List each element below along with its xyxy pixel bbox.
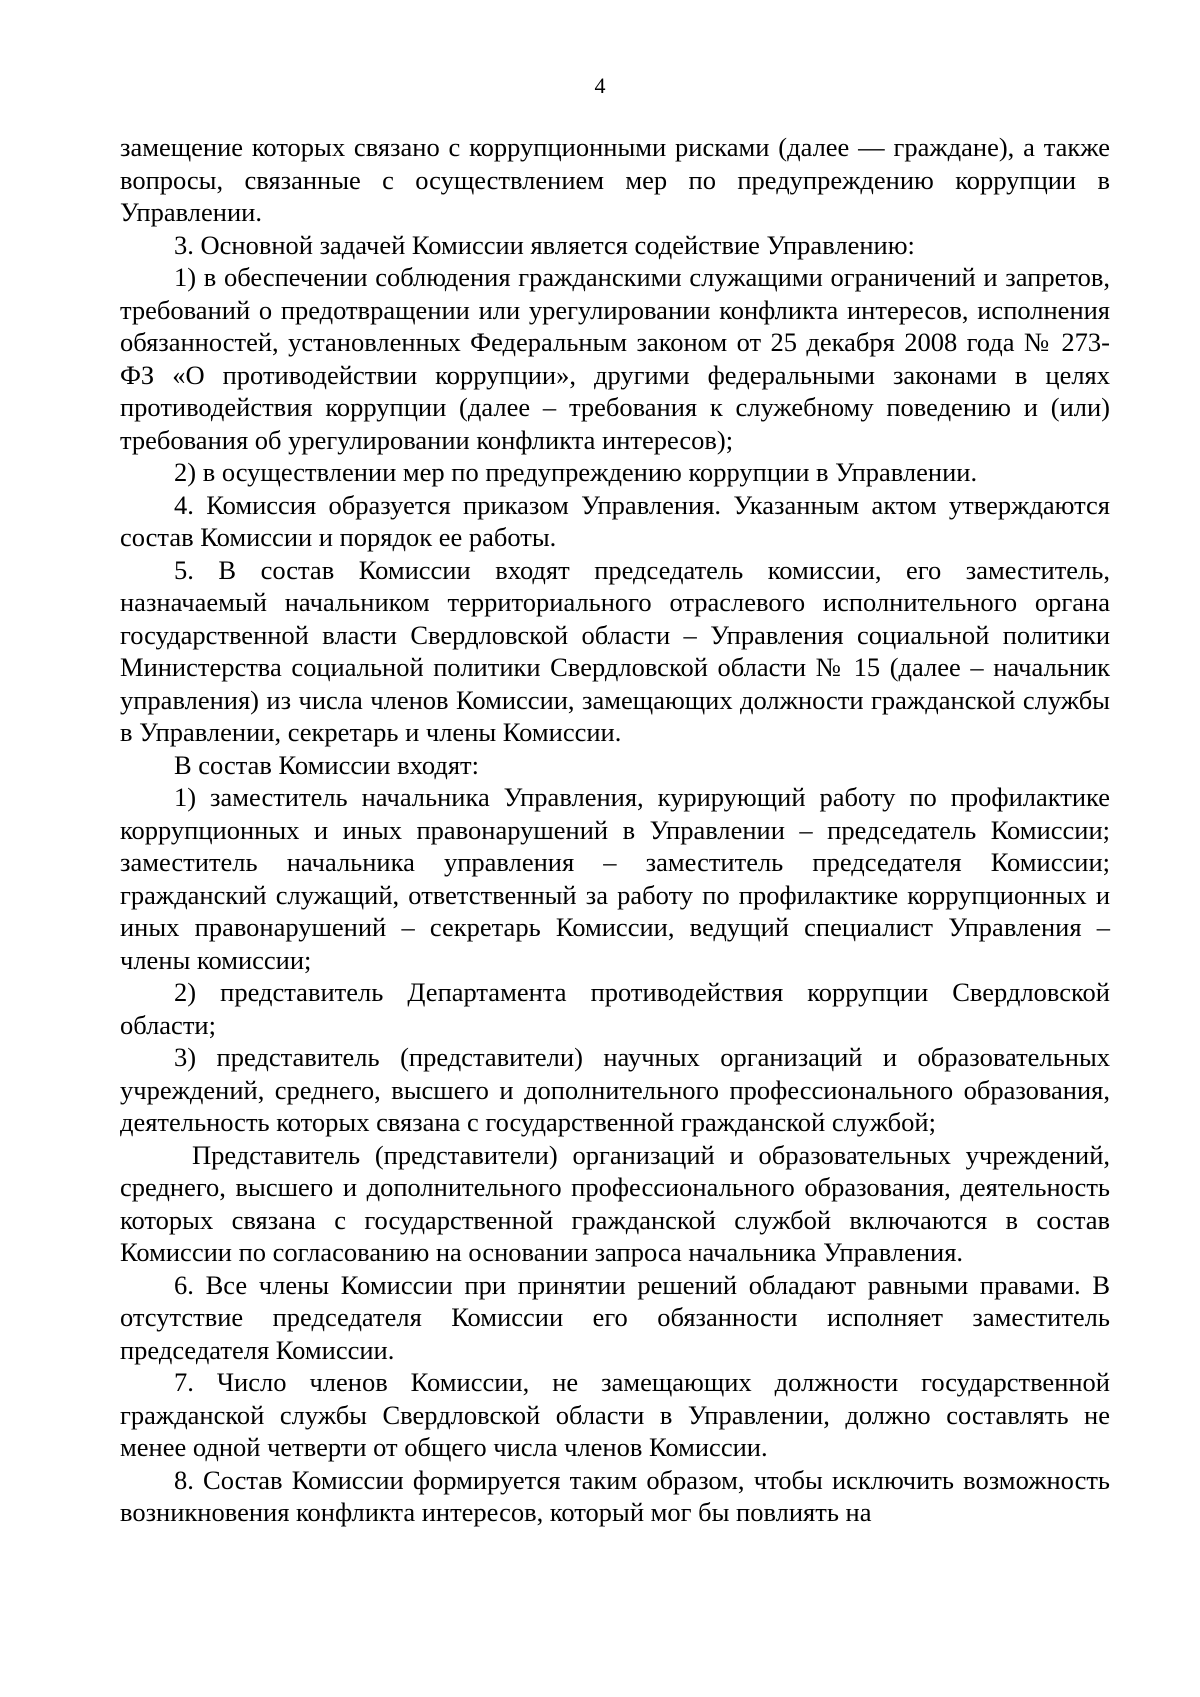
- paragraph-composition-1: 1) заместитель начальника Управления, курирующий работу по профилактике коррупционных и иных правонарушений в Управлении – председатель Комиссии; заместитель начальника управления – заместитель председателя Комиссии; гражданский служащий, ответственный за работу по профилактике коррупционных и иных правонарушений – секретарь Комиссии, ведущий специалист Управления – члены комиссии;: [120, 782, 1110, 975]
- paragraph-item-7: 7. Число членов Комиссии, не замещающих должности государственной гражданской службы Свердловской области в Управлении, должно составлять не менее одной четверти от общего числа членов Комиссии.: [120, 1367, 1110, 1462]
- paragraph-composition-2: 2) представитель Департамента противодействия коррупции Свердловской области;: [120, 977, 1110, 1040]
- document-body: [120, 131, 1110, 1529]
- paragraph-continuation: замещение которых связано с коррупционными рисками (далее — граждане), а также вопросы, связанные с осуществлением мер по предупреждению коррупции в Управлении.: [120, 132, 1110, 227]
- page-number: 4: [594, 73, 606, 98]
- paragraph-item-6: 6. Все члены Комиссии при принятии решений обладают равными правами. В отсутствие председателя Комиссии его обязанности исполняет заместитель председателя Комиссии.: [120, 1269, 1110, 1365]
- paragraph-item-4: 4. Комиссия образуется приказом Управления. Указанным актом утверждаются состав Комиссии и порядок ее работы.: [120, 489, 1110, 552]
- paragraph-item-8: 8. Состав Комиссии формируется таким образом, чтобы исключить возможность возникновения конфликта интересов, который мог бы повлиять на: [120, 1464, 1110, 1527]
- paragraph-representatives: Представитель (представители) организаций и образовательных учреждений, среднего, высшего и дополнительного профессионального образования, деятельность которых связана с государственной гражданской службой включаются в состав Комиссии по согласованию на основании запроса начальника Управления.: [120, 1139, 1110, 1267]
- paragraph-composition-intro: В состав Комиссии входят:: [174, 749, 479, 780]
- paragraph-item-5: 5. В состав Комиссии входят председатель комиссии, его заместитель, назначаемый начальником территориального отраслевого исполнительного органа государственной власти Свердловской области – Управления социальной политики Министерства социальной политики Свердловской области № 15 (далее – начальник управления) из числа членов Комиссии, замещающих должности гражданской службы в Управлении, секретарь и члены Комиссии.: [120, 554, 1110, 747]
- paragraph-item-3: 3. Основной задачей Комиссии является содействие Управлению:: [174, 229, 915, 260]
- paragraph-composition-3: 3) представитель (представители) научных организаций и образовательных учреждений, среднего, высшего и дополнительного профессионального образования, деятельность которых связана с государственной гражданской службой;: [120, 1042, 1110, 1137]
- paragraph-item-3-2: 2) в осуществлении мер по предупреждению коррупции в Управлении.: [174, 457, 978, 487]
- paragraph-item-3-1: 1) в обеспечении соблюдения гражданскими служащими ограничений и запретов, требований о предотвращении или урегулировании конфликта интересов, исполнения обязанностей, установленных Федеральным законом от 25 декабря 2008 года № 273-ФЗ «О противодействии коррупции», другими федеральными законами в целях противодействия коррупции (далее – требования к служебному поведению и (или) требования об урегулировании конфликта интересов);: [120, 262, 1110, 455]
